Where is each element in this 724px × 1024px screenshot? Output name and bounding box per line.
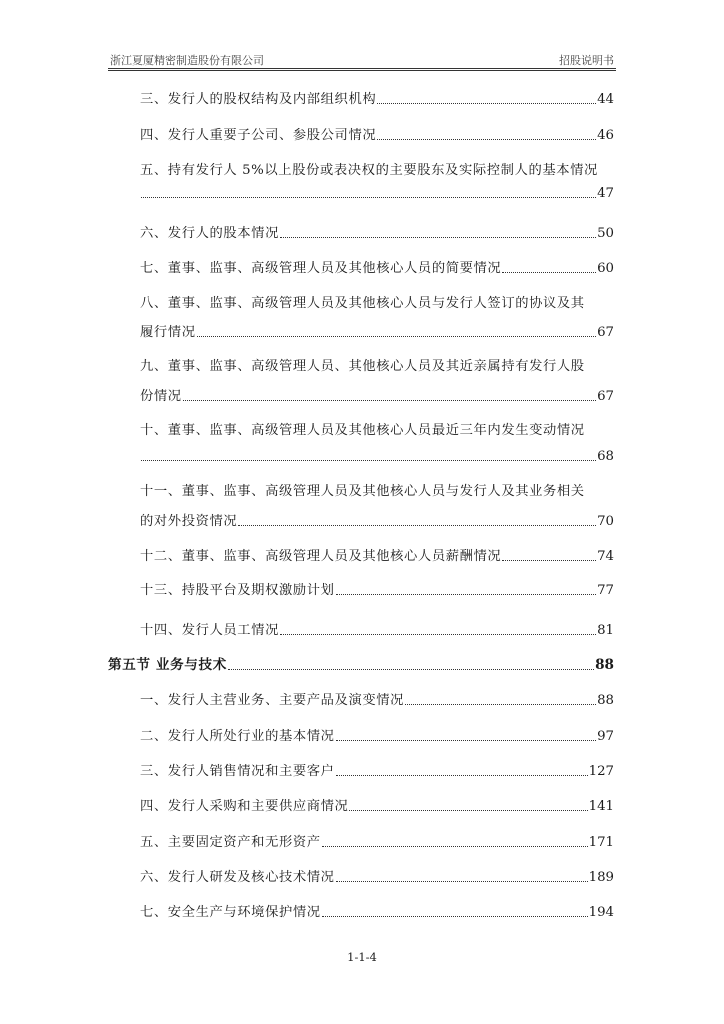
leader-dots: [336, 881, 588, 882]
toc-entry-page: 141: [588, 799, 614, 814]
toc-entry-title: 三、发行人销售情况和主要客户: [140, 764, 335, 779]
leader-dots: [336, 775, 588, 776]
toc-entry[interactable]: [140, 545, 614, 564]
toc-entry[interactable]: [140, 355, 618, 374]
toc-entry-page: 60: [597, 261, 614, 276]
toc-entry-title: 九、董事、监事、高级管理人员、其他核心人员及其近亲属持有发行人股: [140, 359, 585, 374]
toc-entry-page: 194: [588, 905, 614, 920]
toc-entry-page: 88: [597, 693, 614, 708]
toc-entry-title: 六、发行人研发及核心技术情况: [140, 870, 335, 885]
leader-dots: [280, 634, 596, 635]
toc-entry-page: 97: [597, 729, 614, 744]
toc-entry-title: 的对外投资情况: [140, 514, 238, 529]
leader-dots: [336, 594, 597, 595]
leader-dots: [280, 237, 596, 238]
leader-dots: [322, 916, 588, 917]
toc-entry-title: 履行情况: [140, 325, 196, 340]
toc-entry[interactable]: [140, 124, 614, 143]
toc-entry[interactable]: [140, 901, 614, 920]
leader-dots: [141, 197, 596, 198]
toc-entry-page: 46: [597, 128, 614, 143]
toc-entry-title: 四、发行人重要子公司、参股公司情况: [140, 128, 377, 143]
toc-entry-title: 一、发行人主营业务、主要产品及演变情况: [140, 693, 405, 708]
toc-entry-title: 三、发行人的股权结构及内部组织机构: [140, 92, 377, 107]
toc-entry-title: 七、董事、监事、高级管理人员及其他核心人员的简要情况: [140, 261, 502, 276]
toc-entry[interactable]: [140, 619, 614, 638]
leader-dots: [183, 400, 596, 401]
toc-entry-title: 四、发行人采购和主要供应商情况: [140, 799, 349, 814]
toc-entry[interactable]: [140, 419, 618, 438]
toc-entry-page: 44: [597, 92, 614, 107]
toc-entry-page: 47: [597, 186, 614, 201]
leader-dots: [336, 740, 597, 741]
toc-entry-title: 十二、董事、监事、高级管理人员及其他核心人员薪酬情况: [140, 549, 502, 564]
toc-entry[interactable]: [140, 866, 614, 885]
toc-entry[interactable]: [140, 795, 614, 814]
leader-dots: [197, 336, 596, 337]
toc-entry-page: 171: [588, 835, 614, 850]
toc-entry[interactable]: [140, 159, 618, 178]
toc-entry-title: 二、发行人所处行业的基本情况: [140, 729, 335, 744]
toc-entry[interactable]: [140, 222, 614, 241]
leader-dots: [502, 560, 596, 561]
toc-entry-continuation[interactable]: [140, 449, 614, 464]
leader-dots: [228, 669, 594, 670]
toc-entry-title: 十一、董事、监事、高级管理人员及其他核心人员与发行人及其业务相关: [140, 484, 585, 499]
toc-entry-continuation[interactable]: [140, 510, 614, 529]
leader-dots: [405, 704, 596, 705]
leader-dots: [141, 460, 596, 461]
leader-dots: [502, 272, 596, 273]
toc-entry-page: 68: [597, 449, 614, 464]
leader-dots: [377, 103, 596, 104]
toc-entry-title: 十四、发行人员工情况: [140, 623, 279, 638]
toc-entry-title: 第五节 业务与技术: [108, 657, 227, 673]
leader-dots: [349, 810, 587, 811]
toc-entry[interactable]: [140, 579, 614, 598]
toc-section-heading[interactable]: [108, 653, 614, 673]
leader-dots: [322, 846, 588, 847]
toc-entry-title: 十、董事、监事、高级管理人员及其他核心人员最近三年内发生变动情况: [140, 423, 585, 438]
toc-entry-title: 八、董事、监事、高级管理人员及其他核心人员与发行人签订的协议及其: [140, 296, 585, 311]
toc-entry-page: 67: [597, 325, 614, 340]
toc-entry-page: 88: [595, 657, 614, 673]
toc-entry-title: 十三、持股平台及期权激励计划: [140, 583, 335, 598]
toc-entry[interactable]: [140, 689, 614, 708]
company-name: 浙江夏厦精密制造股份有限公司: [110, 54, 264, 67]
toc-entry-page: 74: [597, 549, 614, 564]
toc-entry-page: 67: [597, 389, 614, 404]
leader-dots: [377, 139, 596, 140]
toc-entry[interactable]: [140, 257, 614, 276]
toc-entry-title: 六、发行人的股本情况: [140, 226, 279, 241]
leader-dots: [238, 525, 596, 526]
toc-entry-continuation[interactable]: [140, 385, 614, 404]
document-type: 招股说明书: [559, 54, 614, 67]
toc-entry-page: 189: [588, 870, 614, 885]
toc-entry[interactable]: [140, 480, 618, 499]
toc-entry[interactable]: [140, 292, 618, 311]
toc-entry-page: 77: [597, 583, 614, 598]
toc-entry-page: 50: [597, 226, 614, 241]
page-number: 1-1-4: [347, 950, 377, 964]
toc-entry-continuation[interactable]: [140, 321, 614, 340]
toc-entry-page: 81: [597, 623, 614, 638]
toc-entry-page: 127: [588, 764, 614, 779]
toc-entry-title: 五、主要固定资产和无形资产: [140, 835, 321, 850]
toc-entry-page: 70: [597, 514, 614, 529]
toc-entry-continuation[interactable]: [140, 186, 614, 201]
toc-entry-title: 五、持有发行人 5%以上股份或表决权的主要股东及实际控制人的基本情况: [140, 163, 598, 178]
toc-entry[interactable]: [140, 725, 614, 744]
toc-entry[interactable]: [140, 88, 614, 107]
toc-entry[interactable]: [140, 831, 614, 850]
toc-entry[interactable]: [140, 760, 614, 779]
toc-entry-title: 七、安全生产与环境保护情况: [140, 905, 321, 920]
toc-entry-title: 份情况: [140, 389, 182, 404]
